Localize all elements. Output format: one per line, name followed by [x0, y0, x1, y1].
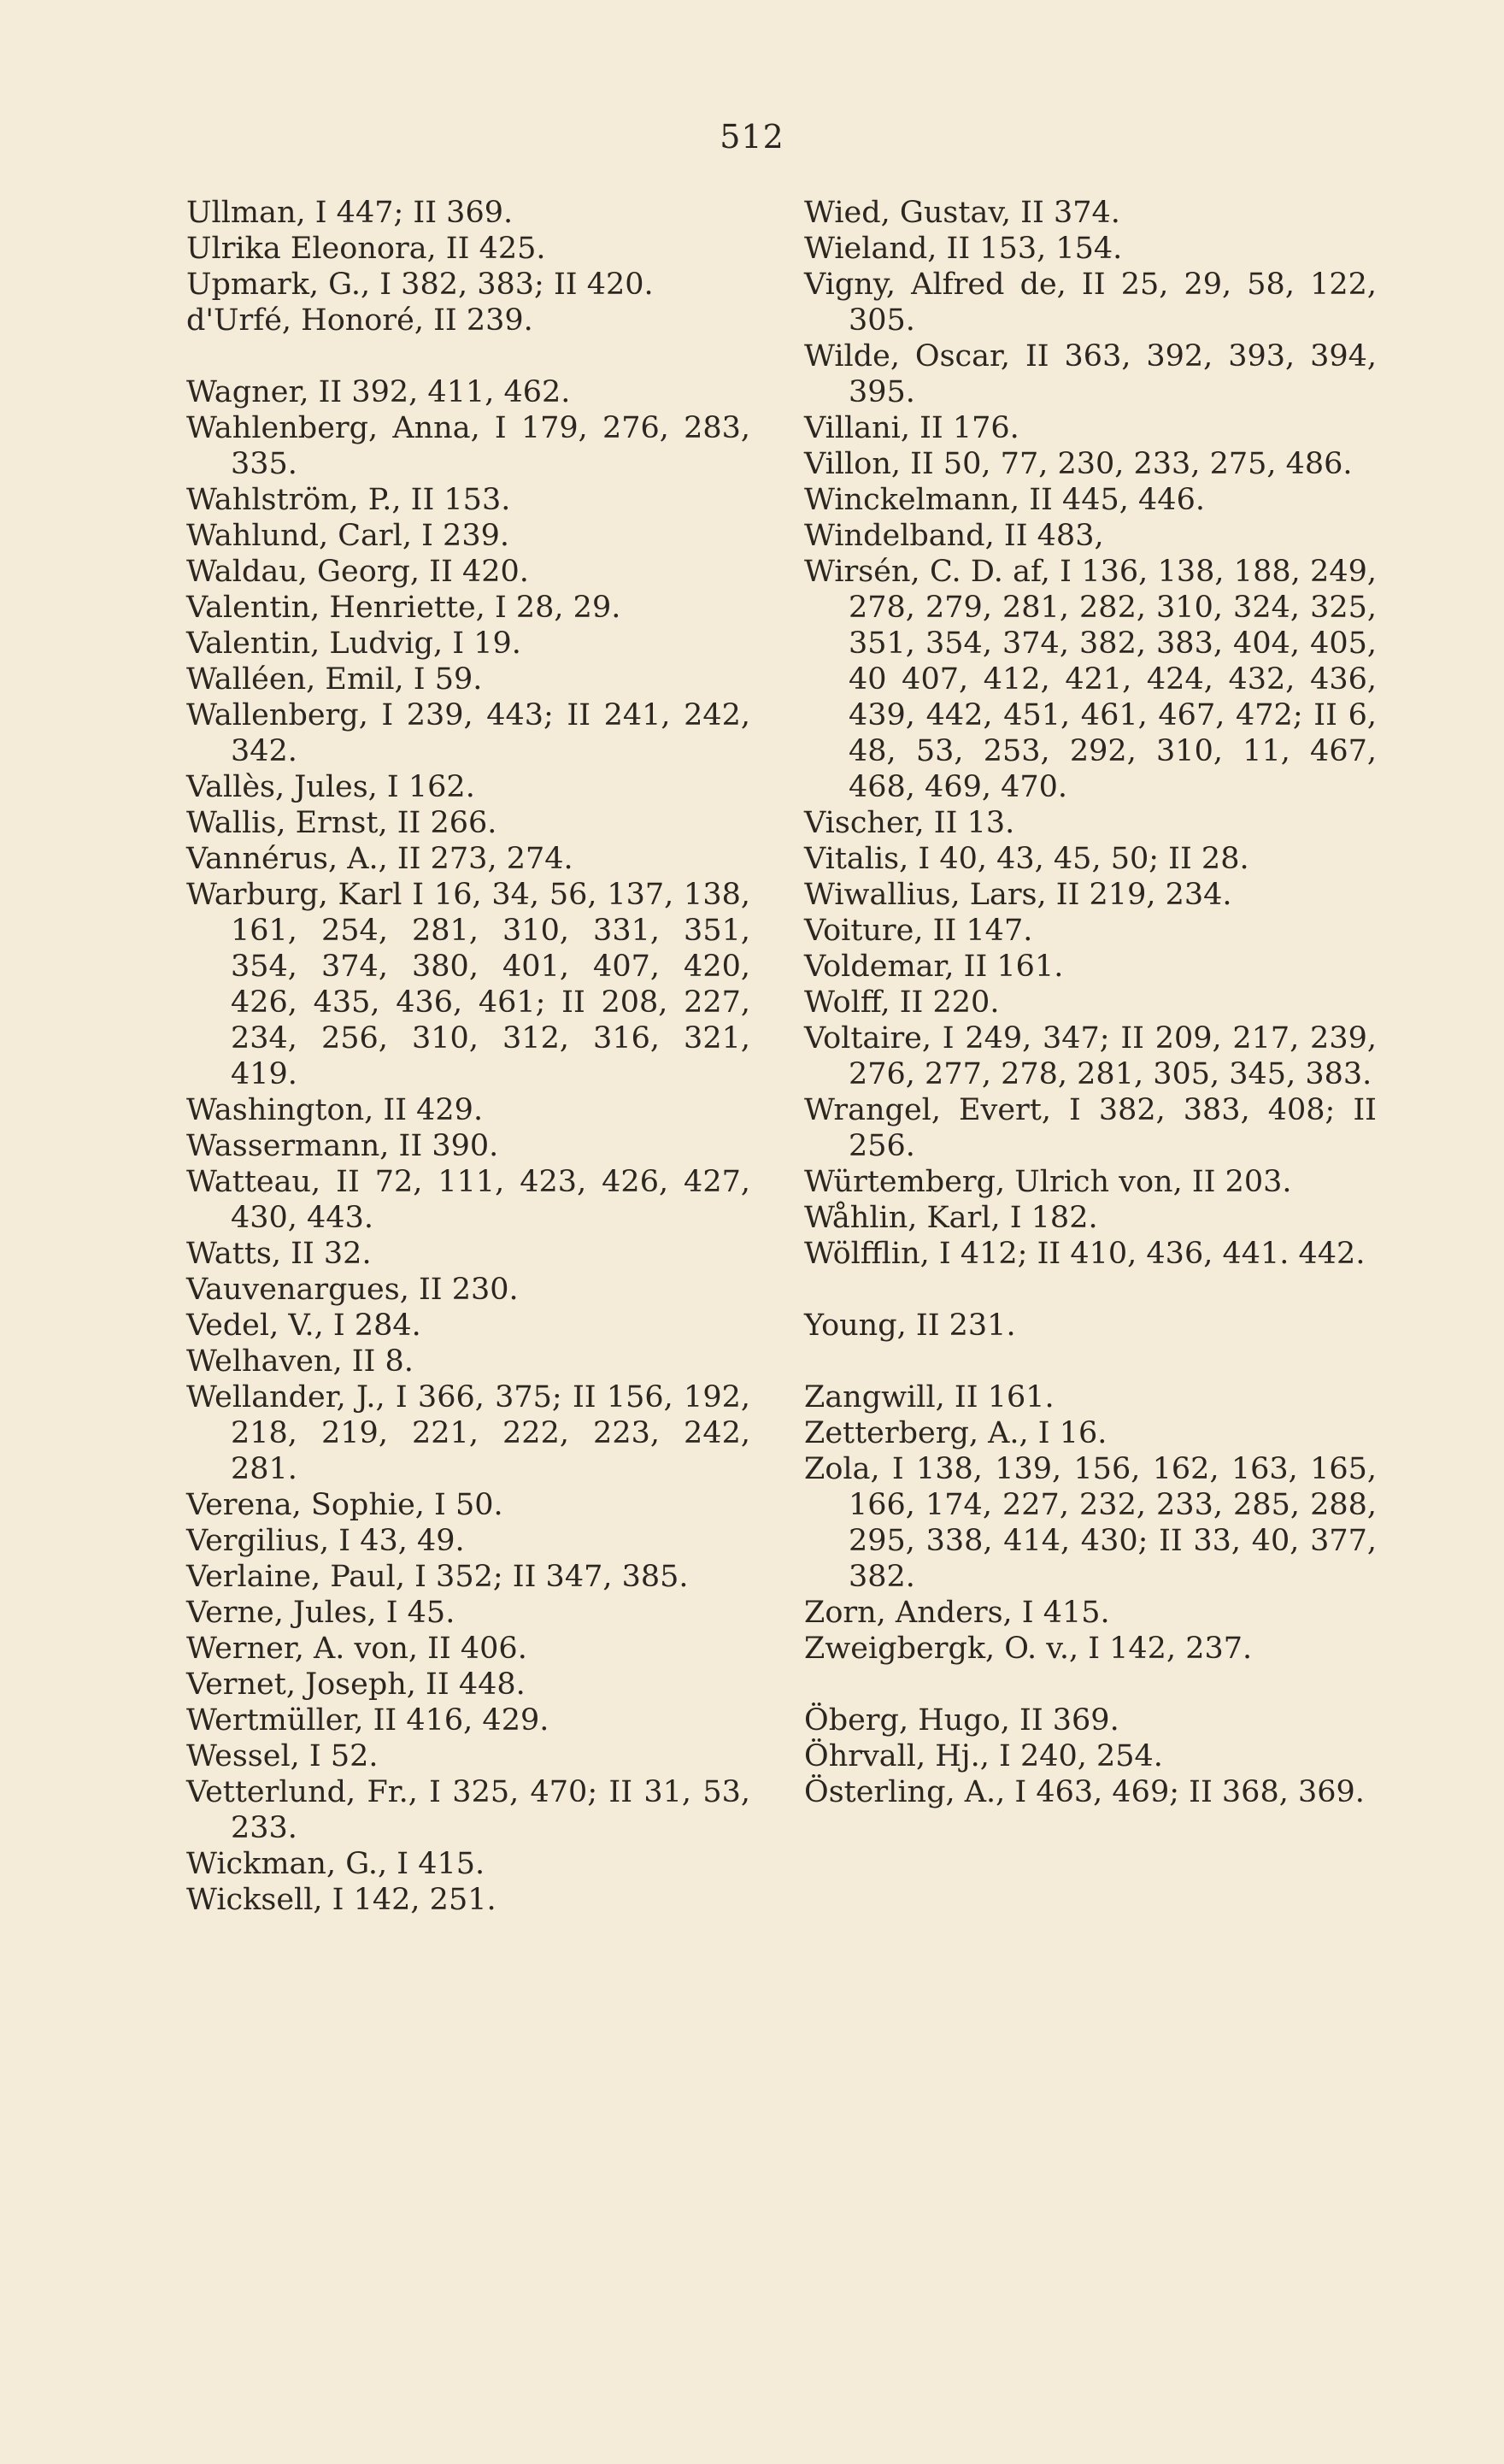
- index-entry: Villani, II 176.: [804, 411, 1019, 445]
- index-entry: Wahlenberg, Anna, I 179, 276, 283, 335.: [186, 411, 750, 481]
- index-entry: Wicksell, I 142, 251.: [186, 1883, 496, 1917]
- section-gap: [804, 1667, 1377, 1702]
- page-number: 512: [720, 118, 784, 156]
- index-entry: Washington, II 429.: [186, 1093, 484, 1127]
- index-entry: Zorn, Anders, I 415.: [804, 1596, 1110, 1630]
- section-gap: [804, 1344, 1377, 1379]
- index-entry: Wertmüller, II 416, 429.: [186, 1703, 549, 1738]
- index-entry: Öhrvall, Hj., I 240, 254.: [804, 1739, 1163, 1773]
- index-entry: Wolff, II 220.: [804, 985, 1000, 1020]
- index-entry: d'Urfé, Honoré, II 239.: [186, 303, 533, 338]
- section-gap: [804, 1272, 1377, 1308]
- index-entry: Vigny, Alfred de, II 25, 29, 58, 122, 305.: [804, 268, 1377, 338]
- index-entry: Wassermann, II 390.: [186, 1129, 499, 1163]
- index-entry: Zweigbergk, O. v., I 142, 237.: [804, 1632, 1253, 1666]
- section-gap: [186, 338, 750, 374]
- index-entry: Zola, I 138, 139, 156, 162, 163, 165, 166, 174, 227, 232, 233, 285, 288, 295, 338, 414, 430; II 33, 40, 377, 382.: [804, 1452, 1377, 1594]
- index-entry: Ulrika Eleonora, II 425.: [186, 232, 546, 266]
- index-entry: Voltaire, I 249, 347; II 209, 217, 239, 276, 277, 278, 281, 305, 345, 383.: [804, 1021, 1377, 1091]
- index-entry: Wessel, I 52.: [186, 1739, 379, 1773]
- index-entry: Winckelmann, II 445, 446.: [804, 483, 1205, 517]
- index-entry: Wåhlin, Karl, I 182.: [804, 1201, 1098, 1235]
- index-entry: Watteau, II 72, 111, 423, 426, 427, 430, 443.: [186, 1165, 750, 1235]
- index-entry: Vernet, Joseph, II 448.: [186, 1667, 526, 1702]
- index-entry: Wallenberg, I 239, 443; II 241, 242, 342.: [186, 698, 750, 768]
- index-entry: Verlaine, Paul, I 352; II 347, 385.: [186, 1560, 689, 1594]
- index-entry: Öberg, Hugo, II 369.: [804, 1703, 1119, 1738]
- index-entry: Werner, A. von, II 406.: [186, 1632, 527, 1666]
- index-entry: Welhaven, II 8.: [186, 1344, 414, 1379]
- index-entry: Würtemberg, Ulrich von, II 203.: [804, 1165, 1292, 1199]
- index-entry: Voiture, II 147.: [804, 914, 1033, 948]
- index-entry: Upmark, G., I 382, 383; II 420.: [186, 268, 654, 302]
- index-entry: Wiwallius, Lars, II 219, 234.: [804, 878, 1232, 912]
- index-entry: Wied, Gustav, II 374.: [804, 196, 1120, 230]
- index-entry: Wirsén, C. D. af, I 136, 138, 188, 249, 278, 279, 281, 282, 310, 324, 325, 351, 354, 374, 382, 383, 404, 405, 40 407, 412, 421, 424, 432, 436, 439, 442, 451, 461, 467, 472; II 6, 48, 53, 253, 292, 310, 11, 467, 468, 469, 470.: [804, 555, 1377, 804]
- index-entry: Voldemar, II 161.: [804, 950, 1064, 984]
- index-entry: Vannérus, A., II 273, 274.: [186, 842, 573, 876]
- index-entry: Wellander, J., I 366, 375; II 156, 192, 218, 219, 221, 222, 223, 242, 281.: [186, 1380, 750, 1486]
- index-entry: Wilde, Oscar, II 363, 392, 393, 394, 395.: [804, 339, 1377, 409]
- index-entry: Zangwill, II 161.: [804, 1380, 1055, 1414]
- index-entry: Walléen, Emil, I 59.: [186, 662, 483, 697]
- index-entry: Zetterberg, A., I 16.: [804, 1416, 1107, 1450]
- index-entry: Verne, Jules, I 45.: [186, 1596, 455, 1630]
- index-entry: Waldau, Georg, II 420.: [186, 555, 529, 589]
- index-entry: Wahlström, P., II 153.: [186, 483, 511, 517]
- index-entry: Valentin, Ludvig, I 19.: [186, 626, 521, 661]
- index-entry: Windelband, II 483,: [804, 519, 1104, 553]
- index-entry: Wickman, G., I 415.: [186, 1847, 485, 1881]
- index-entry: Valentin, Henriette, I 28, 29.: [186, 591, 621, 625]
- index-column-right: [804, 195, 1377, 1810]
- index-entry: Vallès, Jules, I 162.: [186, 770, 475, 804]
- index-entry: Wallis, Ernst, II 266.: [186, 806, 497, 840]
- index-entry: Verena, Sophie, I 50.: [186, 1488, 503, 1522]
- index-entry: Warburg, Karl I 16, 34, 56, 137, 138, 161, 254, 281, 310, 331, 351, 354, 374, 380, 401, 407, 420, 426, 435, 436, 461; II 208, 227, 234, 256, 310, 312, 316, 321, 419.: [186, 878, 750, 1091]
- index-entry: Vitalis, I 40, 43, 45, 50; II 28.: [804, 842, 1249, 876]
- index-entry: Wagner, II 392, 411, 462.: [186, 375, 571, 409]
- index-entry: Wrangel, Evert, I 382, 383, 408; II 256.: [804, 1093, 1377, 1163]
- index-entry: Villon, II 50, 77, 230, 233, 275, 486.: [804, 447, 1353, 481]
- index-entry: Ullman, I 447; II 369.: [186, 196, 514, 230]
- index-entry: Wahlund, Carl, I 239.: [186, 519, 509, 553]
- index-entry: Vetterlund, Fr., I 325, 470; II 31, 53, 233.: [186, 1775, 750, 1845]
- index-entry: Vergilius, I 43, 49.: [186, 1524, 465, 1558]
- index-entry: Vauvenargues, II 230.: [186, 1273, 519, 1307]
- index-entry: Vischer, II 13.: [804, 806, 1015, 840]
- index-entry: Young, II 231.: [804, 1308, 1016, 1343]
- index-entry: Vedel, V., I 284.: [186, 1308, 421, 1343]
- index-entry: Watts, II 32.: [186, 1237, 372, 1271]
- index-entry: Wieland, II 153, 154.: [804, 232, 1123, 266]
- index-column-left: [186, 195, 750, 1918]
- index-entry: Österling, A., I 463, 469; II 368, 369.: [804, 1775, 1365, 1809]
- index-entry: Wölfflin, I 412; II 410, 436, 441. 442.: [804, 1237, 1366, 1271]
